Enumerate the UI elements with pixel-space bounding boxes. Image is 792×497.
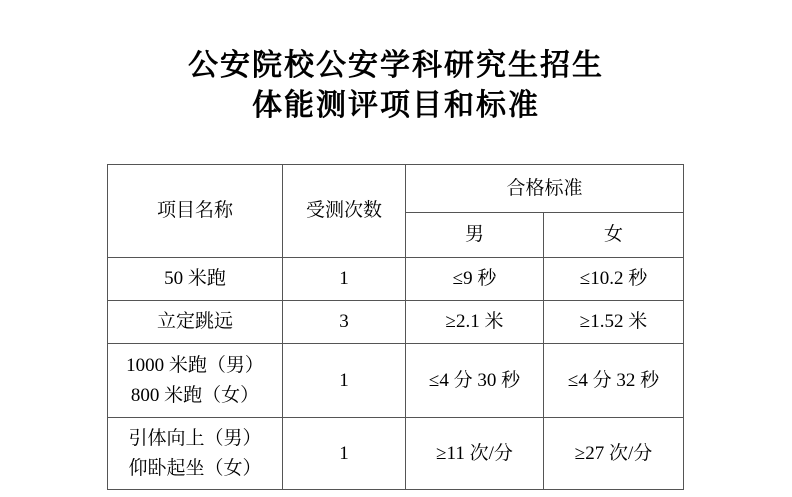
header-female: 女: [544, 213, 684, 258]
cell-male-standard: ≥11 次/分: [406, 418, 544, 490]
cell-project: [108, 344, 283, 418]
cell-female-standard: ≤10.2 秒: [544, 258, 684, 301]
header-test-attempts: 受测次数: [283, 165, 406, 258]
cell-female-standard: ≥1.52 米: [544, 301, 684, 344]
cell-attempts: 1: [283, 418, 406, 490]
header-male: 男: [406, 213, 544, 258]
cell-attempts: 3: [283, 301, 406, 344]
project-line: 50 米跑: [164, 268, 226, 290]
table-row: [108, 258, 684, 301]
project-line: 仰卧起坐（女）: [128, 457, 262, 479]
cell-male-standard: ≤9 秒: [406, 258, 544, 301]
cell-male-standard: ≤4 分 30 秒: [406, 344, 544, 418]
table-header-row-top: [108, 165, 684, 213]
fitness-standards-table: [107, 164, 684, 490]
page-title-line-2: 体能测评项目和标准: [252, 89, 540, 122]
cell-male-standard: ≥2.1 米: [406, 301, 544, 344]
cell-female-standard: ≥27 次/分: [544, 418, 684, 490]
page-title: [0, 46, 792, 126]
project-line: 1000 米跑（男）: [126, 355, 264, 377]
header-project-name: 项目名称: [108, 165, 283, 258]
project-line: 800 米跑（女）: [130, 384, 260, 406]
table-row: [108, 344, 684, 418]
table-row: [108, 301, 684, 344]
table-row: [108, 418, 684, 490]
cell-attempts: 1: [283, 344, 406, 418]
cell-female-standard: ≤4 分 32 秒: [544, 344, 684, 418]
cell-project: [108, 418, 283, 490]
page-title-line-1: 公安院校公安学科研究生招生: [188, 49, 604, 82]
cell-project: [108, 258, 283, 301]
project-line: 引体向上（男）: [128, 428, 262, 450]
cell-project: [108, 301, 283, 344]
cell-attempts: 1: [283, 258, 406, 301]
header-passing-standard: 合格标准: [406, 165, 684, 213]
project-line: 立定跳远: [156, 311, 233, 333]
